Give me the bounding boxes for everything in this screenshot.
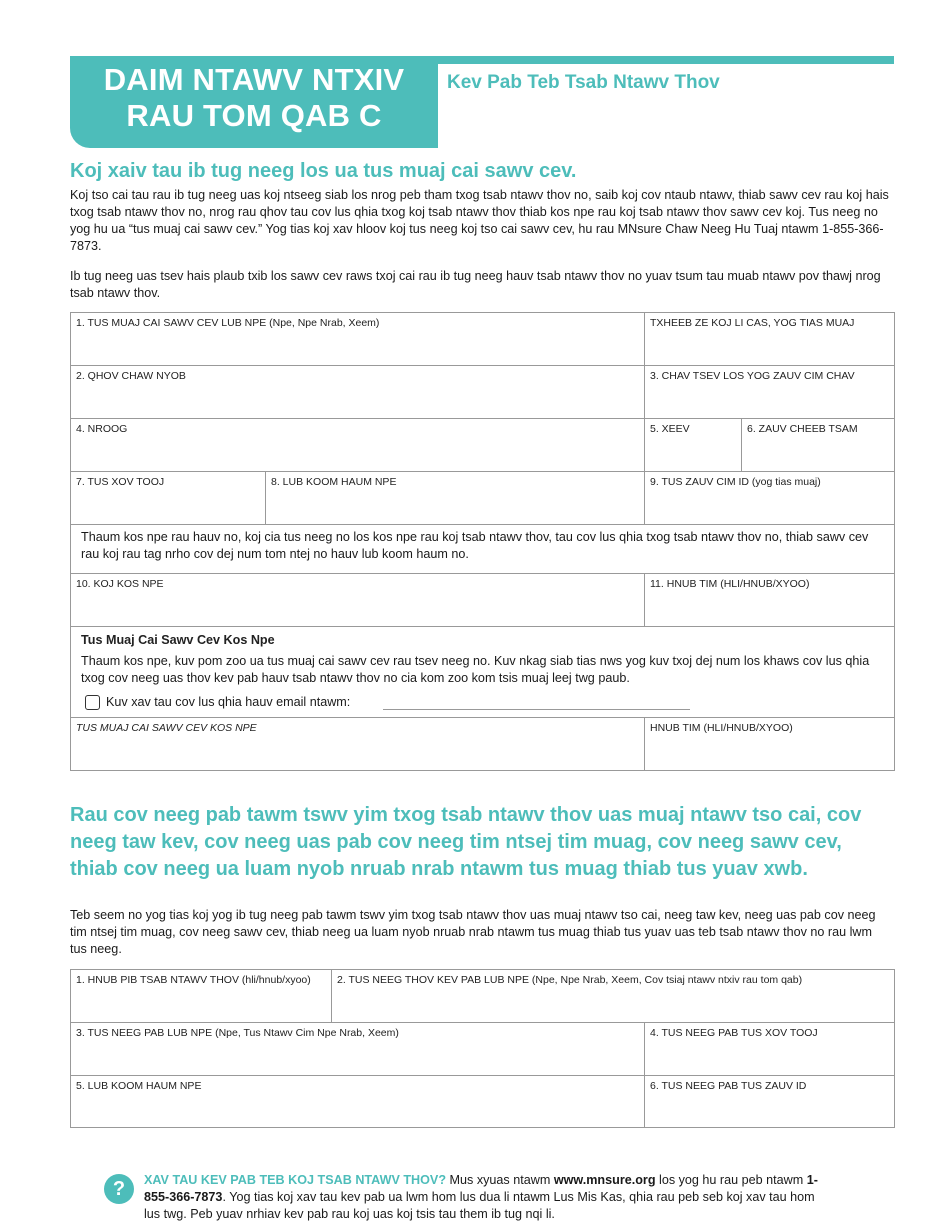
help-text-2: los yog hu rau peb ntawm: [655, 1173, 807, 1187]
title-line-2: RAU TOM QAB C: [126, 98, 382, 133]
email-input-line[interactable]: [383, 709, 690, 710]
help-text-1: Mus xyuas ntawm: [446, 1173, 554, 1187]
representative-form: [70, 312, 895, 771]
consent-note: Thaum kos npe rau hauv no, koj cia tus neeg no los kos npe rau koj tsab ntawv thov, tau cov lus qhia txog tsab ntawv thov no, thiab sawv cev rau koj rau tag nrho cov dej num tom ntej no hauv lub koom haum no.: [81, 530, 869, 561]
assister-form: [70, 969, 895, 1128]
rep-name-field[interactable]: 1. TUS MUAJ CAI SAWV CEV LUB NPE (Npe, Npe Nrab, Xeem): [71, 313, 645, 366]
email-checkbox[interactable]: [85, 695, 100, 710]
help-lead: XAV TAU KEV PAB TEB KOJ TSAB NTAWV THOV?: [144, 1173, 447, 1187]
assister-id-field[interactable]: 6. TUS NEEG PAB TUS ZAUV ID: [650, 1080, 807, 1092]
section2-paragraph: Teb seem no yog tias koj yog ib tug neeg pab tawm tswv yim txog tsab ntawv thov uas muaj ntawv tso cai, neeg taw kev, neeg uas pab cov neeg tim ntsej tim muag, cov neeg sawv cev, thiab neeg ua luam nyob nruab nrab ntawm tus muag thiab tus yuav uas teb tsab ntawv thov no rau lwm tus neeg.: [70, 908, 876, 956]
assister-name-field[interactable]: 3. TUS NEEG PAB LUB NPE (Npe, Tus Ntawv Cim Npe Nrab, Xeem): [71, 1023, 645, 1076]
email-label: Kuv xav tau cov lus qhia hauv email ntawm:: [106, 695, 351, 709]
help-website-link[interactable]: www.mnsure.org: [553, 1173, 656, 1187]
your-signature-field[interactable]: 10. KOJ KOS NPE: [71, 574, 645, 627]
section1-paragraph-2: Ib tug neeg uas tsev hais plaub txib los sawv cev raws txoj cai rau ib tug neeg hauv tsab ntawv thov no yuav tsum tau muab ntawv pov thawj nrog tsab ntawv thov.: [70, 269, 881, 300]
assister-organization-field[interactable]: 5. LUB KOOM HAUM NPE: [71, 1076, 645, 1127]
applicant-name-field[interactable]: 2. TUS NEEG THOV KEV PAB LUB NPE (Npe, Npe Nrab, Xeem, Cov tsiaj ntawv ntxiv rau tom qab): [332, 970, 894, 1023]
section1-paragraph-1: Koj tso cai tau rau ib tug neeg uas koj ntseeg siab los nrog peb tham txog tsab ntawv thov no, saib koj cov ntaub ntawv, thiab sawv cev rau koj hais txog tsab ntawv thov no, nrog rau qhov tau cov lus qhia txog koj tsab ntawv thov thiab kos npe rau koj tsab ntawv thov sawv cev koj. Tus neeg no yog hu ua “tus muaj cai sawv cev.” Yog tias koj xav hloov koj tus neeg koj tso cai sawv cev, hu rau MNsure Chaw Neeg Hu Tuaj ntawm 1-855-366-7873.: [70, 188, 889, 253]
rep-signature-text: Thaum kos npe, kuv pom zoo ua tus muaj cai sawv cev rau tsev neeg no. Kuv nkag siab tias nws yog kuv txoj dej num los khaws cov lus qhia txog cov neeg uas thov kev pab hauv tsab ntawv thov no cia kom zoo kom tsis muaj leej twg paub.: [81, 654, 870, 685]
your-date-field[interactable]: 11. HNUB TIM (HLI/HNUB/XYOO): [645, 574, 894, 627]
id-number-field[interactable]: 9. TUS ZAUV CIM ID (yog tias muaj): [645, 472, 894, 525]
rep-signature-section: [71, 627, 894, 718]
application-date-field[interactable]: 1. HNUB PIB TSAB NTAWV THOV (hli/hnub/xyoo): [71, 970, 332, 1023]
section1-heading: Koj xaiv tau ib tug neeg los ua tus muaj cai sawv cev.: [70, 160, 577, 182]
page-title: [70, 56, 438, 148]
help-text: [144, 1172, 824, 1223]
help-question-icon: ?: [104, 1174, 134, 1204]
page-subtitle: Kev Pab Teb Tsab Ntawv Thov: [447, 72, 720, 93]
rep-signature-field[interactable]: TUS MUAJ CAI SAWV CEV KOS NPE: [71, 718, 645, 770]
state-field[interactable]: 5. XEEV: [645, 419, 742, 472]
zip-field[interactable]: 6. ZAUV CHEEB TSAM: [742, 419, 894, 472]
organization-field[interactable]: 8. LUB KOOM HAUM NPE: [266, 472, 645, 525]
rep-date-field[interactable]: HNUB TIM (HLI/HNUB/XYOO): [650, 722, 793, 734]
phone-field[interactable]: 7. TUS XOV TOOJ: [71, 472, 266, 525]
help-phone[interactable]: 1-855-366-7873: [144, 1173, 818, 1204]
section2-heading: Rau cov neeg pab tawm tswv yim txog tsab ntawv thov uas muaj ntawv tso cai, cov neeg taw kev, cov neeg uas pab cov neeg tim ntsej tim muag, cov neeg sawv cev, thiab cov neeg ua luam nyob nruab nrab ntawm tus muag thiab tus yuav xwb.: [70, 804, 862, 880]
relationship-field[interactable]: TXHEEB ZE KOJ LI CAS, YOG TIAS MUAJ: [645, 313, 894, 366]
consent-note-box: [71, 525, 894, 574]
title-line-1: DAIM NTAWV NTXIV: [103, 62, 405, 97]
rep-signature-title: Tus Muaj Cai Sawv Cev Kos Npe: [81, 633, 275, 647]
address-field[interactable]: 2. QHOV CHAW NYOB: [71, 366, 645, 419]
assister-phone-field[interactable]: 4. TUS NEEG PAB TUS XOV TOOJ: [645, 1023, 894, 1076]
apt-field[interactable]: 3. CHAV TSEV LOS YOG ZAUV CIM CHAV: [645, 366, 894, 419]
city-field[interactable]: 4. NROOG: [71, 419, 645, 472]
help-text-3: . Yog tias koj xav tau kev pab ua lwm hom lus dua li ntawm Lus Mis Kas, qhia rau peb seb koj xav tau hom lus twg. Peb yuav nrhiav kev pab rau koj uas koj tsis tau them ib tug nqi li.: [144, 1190, 815, 1221]
